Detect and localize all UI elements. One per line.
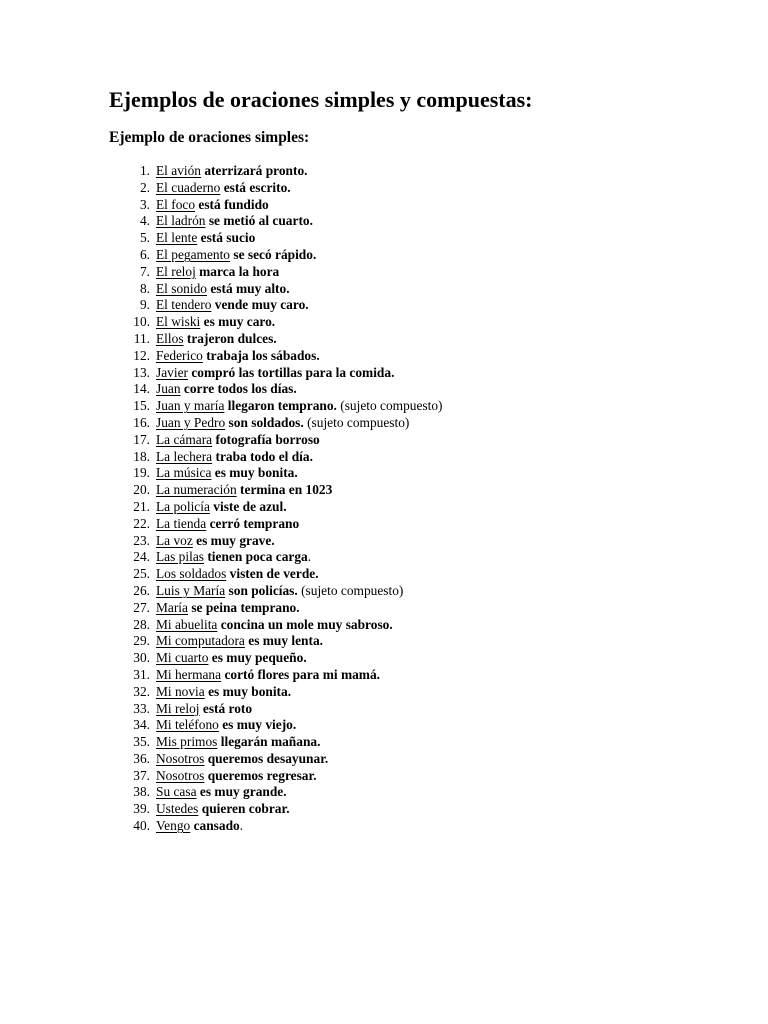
sentence	[156, 348, 320, 365]
list-item-number: 10.	[133, 314, 150, 330]
sentence	[156, 281, 290, 298]
sentence-predicate: visten de verde.	[229, 566, 319, 582]
sentence-predicate: trabaja los sábados.	[206, 347, 320, 363]
sentence-predicate: llegaron temprano.	[227, 398, 337, 414]
sentence-predicate: se secó rápido.	[233, 246, 317, 262]
list-item	[109, 482, 729, 499]
sentence-subject: Mi teléfono	[156, 717, 219, 733]
list-item	[109, 818, 729, 835]
list-item	[109, 701, 729, 718]
sentence-predicate: es muy bonita.	[208, 683, 292, 699]
sentence	[156, 432, 320, 449]
sentence-predicate: está escrito.	[223, 179, 291, 195]
sentence	[156, 449, 313, 466]
sentence-subject: Javier	[156, 364, 188, 380]
sentence-punctuation: .	[239, 818, 244, 834]
sentence	[156, 583, 403, 600]
sentence-note: (sujeto compuesto)	[307, 414, 410, 430]
sentence-subject: Nosotros	[156, 767, 205, 783]
sentence-subject: El sonido	[156, 280, 207, 296]
sentence-subject: La lechera	[156, 448, 213, 464]
list-item-number: 20.	[133, 482, 150, 498]
sentence	[156, 633, 323, 650]
sentence-subject: Vengo	[156, 818, 191, 834]
sentence-predicate: son policías.	[228, 582, 298, 598]
list-item	[109, 801, 729, 818]
sentence-subject: El cuaderno	[156, 179, 221, 195]
sentence	[156, 482, 332, 499]
sentence	[156, 247, 316, 264]
list-item-number: 29.	[133, 633, 150, 649]
sentence-predicate: compró las tortillas para la comida.	[191, 364, 395, 380]
list-item-number: 12.	[133, 347, 150, 363]
sentence-subject: El pegamento	[156, 246, 230, 262]
sentence	[156, 264, 279, 281]
sentence-subject: El ladrón	[156, 213, 206, 229]
list-item	[109, 348, 729, 365]
list-item-number: 4.	[139, 213, 150, 229]
sentence-predicate: traba todo el día.	[215, 448, 313, 464]
list-item	[109, 197, 729, 214]
list-item-number: 34.	[133, 717, 150, 733]
list-item	[109, 717, 729, 734]
list-item	[109, 549, 729, 566]
sentence-predicate: fotografía borroso	[215, 431, 320, 447]
list-item-number: 24.	[133, 549, 150, 565]
sentence-predicate: cansado	[193, 818, 240, 834]
sentence	[156, 163, 307, 180]
list-item	[109, 533, 729, 550]
list-item	[109, 684, 729, 701]
list-item	[109, 650, 729, 667]
sentence	[156, 617, 393, 634]
list-item	[109, 617, 729, 634]
sentence-note: (sujeto compuesto)	[340, 398, 443, 414]
sentence-subject: La cámara	[156, 431, 213, 447]
list-item	[109, 768, 729, 785]
list-item	[109, 365, 729, 382]
sentence	[156, 230, 255, 247]
sentence-predicate: se metió al cuarto.	[208, 213, 313, 229]
sentence-predicate: trajeron dulces.	[186, 330, 277, 346]
sentence-subject: Mi abuelita	[156, 616, 218, 632]
list-item-number: 2.	[139, 179, 150, 195]
list-item-number: 31.	[133, 666, 150, 682]
sentence	[156, 365, 394, 382]
list-item-number: 14.	[133, 381, 150, 397]
sentence-predicate: termina en 1023	[240, 482, 333, 498]
sentence-predicate: vende muy caro.	[214, 297, 309, 313]
sentence-subject: Juan y Pedro	[156, 414, 226, 430]
sentence-predicate: marca la hora	[199, 263, 280, 279]
list-item-number: 18.	[133, 448, 150, 464]
sentence-predicate: es muy grave.	[196, 532, 275, 548]
list-item	[109, 734, 729, 751]
sentence-predicate: está muy alto.	[210, 280, 290, 296]
list-item-number: 6.	[139, 246, 150, 262]
sentence	[156, 398, 443, 415]
sentence-predicate: son soldados.	[228, 414, 304, 430]
list-item-number: 22.	[133, 515, 150, 531]
sentence	[156, 600, 300, 617]
sentence-subject: Las pilas	[156, 549, 204, 565]
sentence-predicate: es muy grande.	[199, 784, 287, 800]
sentence-punctuation: .	[307, 549, 312, 565]
list-item-number: 3.	[139, 196, 150, 212]
list-item-number: 9.	[139, 297, 150, 313]
sentence-subject: Mi cuarto	[156, 650, 209, 666]
list-item-number: 32.	[133, 683, 150, 699]
sentence	[156, 533, 275, 550]
sentence-predicate: está fundido	[198, 196, 269, 212]
list-item	[109, 230, 729, 247]
list-item-number: 28.	[133, 616, 150, 632]
list-item	[109, 415, 729, 432]
sentence-predicate: queremos regresar.	[207, 767, 317, 783]
sentence-subject: La policía	[156, 498, 210, 514]
list-item-number: 17.	[133, 431, 150, 447]
sentence	[156, 331, 277, 348]
sentence-predicate: es muy bonita.	[214, 465, 298, 481]
list-item-number: 38.	[133, 784, 150, 800]
sentence-subject: Juan y maría	[156, 398, 225, 414]
sentence-predicate: se peina temprano.	[191, 599, 300, 615]
sentence-subject: La tienda	[156, 515, 207, 531]
sentence	[156, 684, 291, 701]
sentence-predicate: corre todos los días.	[183, 381, 297, 397]
sentence	[156, 717, 296, 734]
sentence-predicate: es muy lenta.	[248, 633, 324, 649]
sentence	[156, 566, 319, 583]
list-item-number: 11.	[133, 330, 150, 346]
sentence-subject: María	[156, 599, 188, 615]
sentence-predicate: llegarán mañana.	[220, 734, 321, 750]
list-item	[109, 516, 729, 533]
page-title: Ejemplos de oraciones simples y compuestas:	[109, 87, 533, 112]
sentence	[156, 415, 409, 432]
sentence-subject: El foco	[156, 196, 196, 212]
sentence-list	[109, 163, 729, 835]
list-item	[109, 432, 729, 449]
sentence	[156, 180, 291, 197]
list-item-number: 33.	[133, 700, 150, 716]
list-item-number: 25.	[133, 566, 150, 582]
list-item	[109, 499, 729, 516]
sentence-note: (sujeto compuesto)	[301, 582, 404, 598]
list-item	[109, 566, 729, 583]
sentence-predicate: queremos desayunar.	[207, 750, 329, 766]
sentence-subject: Ustedes	[156, 801, 199, 817]
sentence	[156, 701, 252, 718]
sentence	[156, 516, 299, 533]
sentence	[156, 751, 328, 768]
list-item	[109, 297, 729, 314]
list-item	[109, 600, 729, 617]
list-item	[109, 667, 729, 684]
sentence-predicate: es muy pequeño.	[211, 650, 307, 666]
sentence-predicate: aterrizará pronto.	[204, 163, 308, 178]
list-item-number: 23.	[133, 532, 150, 548]
list-item	[109, 213, 729, 230]
list-item-number: 27.	[133, 599, 150, 615]
sentence-subject: El reloj	[156, 263, 196, 279]
sentence	[156, 213, 313, 230]
list-item	[109, 331, 729, 348]
list-item	[109, 314, 729, 331]
sentence	[156, 650, 307, 667]
list-item-number: 21.	[133, 498, 150, 514]
sentence	[156, 314, 275, 331]
sentence-predicate: cerró temprano	[209, 515, 300, 531]
sentence-subject: Federico	[156, 347, 203, 363]
list-item	[109, 163, 729, 180]
sentence	[156, 499, 287, 516]
sentence-subject: La voz	[156, 532, 193, 548]
sentence	[156, 297, 309, 314]
sentence-predicate: es muy caro.	[203, 314, 276, 330]
list-item	[109, 180, 729, 197]
list-item-number: 36.	[133, 750, 150, 766]
sentence	[156, 768, 317, 785]
sentence-predicate: está roto	[202, 700, 253, 716]
sentence-subject: Mi computadora	[156, 633, 245, 649]
list-item-number: 15.	[133, 398, 150, 414]
list-item	[109, 465, 729, 482]
list-item	[109, 264, 729, 281]
list-item	[109, 247, 729, 264]
list-item	[109, 381, 729, 398]
sentence	[156, 667, 380, 684]
list-item-number: 35.	[133, 734, 150, 750]
list-item-number: 37.	[133, 767, 150, 783]
list-item	[109, 633, 729, 650]
list-item-number: 39.	[133, 801, 150, 817]
sentence-subject: Juan	[156, 381, 181, 397]
list-item	[109, 784, 729, 801]
sentence-subject: Luis y María	[156, 582, 226, 598]
list-item-number: 40.	[133, 818, 150, 834]
sentence-subject: El lente	[156, 230, 198, 246]
sentence-subject: Mi novia	[156, 683, 205, 699]
list-item	[109, 449, 729, 466]
sentence-subject: Ellos	[156, 330, 184, 346]
sentence	[156, 801, 290, 818]
list-item-number: 30.	[133, 650, 150, 666]
sentence-subject: La numeración	[156, 482, 237, 498]
sentence-subject: Mi hermana	[156, 666, 222, 682]
sentence-subject: La música	[156, 465, 212, 481]
sentence-predicate: es muy viejo.	[222, 717, 297, 733]
list-item-number: 5.	[139, 230, 150, 246]
list-item-number: 16.	[133, 414, 150, 430]
sentence-predicate: está sucio	[200, 230, 256, 246]
list-item-number: 13.	[133, 364, 150, 380]
list-item	[109, 281, 729, 298]
sentence-subject: El tendero	[156, 297, 212, 313]
sentence-predicate: cortó flores para mi mamá.	[224, 666, 380, 682]
list-item	[109, 751, 729, 768]
section-heading: Ejemplo de oraciones simples:	[109, 129, 310, 146]
list-item-number: 26.	[133, 582, 150, 598]
list-item-number: 19.	[133, 465, 150, 481]
sentence	[156, 818, 243, 835]
list-item-number: 8.	[139, 280, 150, 296]
sentence-subject: Nosotros	[156, 750, 205, 766]
sentence-predicate: tienen poca carga	[207, 549, 308, 565]
sentence-subject: Su casa	[156, 784, 197, 800]
sentence-predicate: viste de azul.	[213, 498, 287, 514]
sentence	[156, 784, 287, 801]
sentence	[156, 197, 269, 214]
sentence-predicate: quieren cobrar.	[201, 801, 290, 817]
sentence-subject: Mi reloj	[156, 700, 200, 716]
sentence-subject: Mis primos	[156, 734, 218, 750]
list-item	[109, 398, 729, 415]
sentence	[156, 465, 298, 482]
sentence-predicate: concina un mole muy sabroso.	[220, 616, 393, 632]
sentence	[156, 734, 320, 751]
sentence-subject: El avión	[156, 163, 201, 178]
list-item-number: 1.	[139, 163, 150, 178]
list-item-number: 7.	[139, 263, 150, 279]
sentence	[156, 549, 311, 566]
sentence	[156, 381, 297, 398]
sentence-subject: Los soldados	[156, 566, 227, 582]
sentence-subject: El wiski	[156, 314, 201, 330]
list-item	[109, 583, 729, 600]
